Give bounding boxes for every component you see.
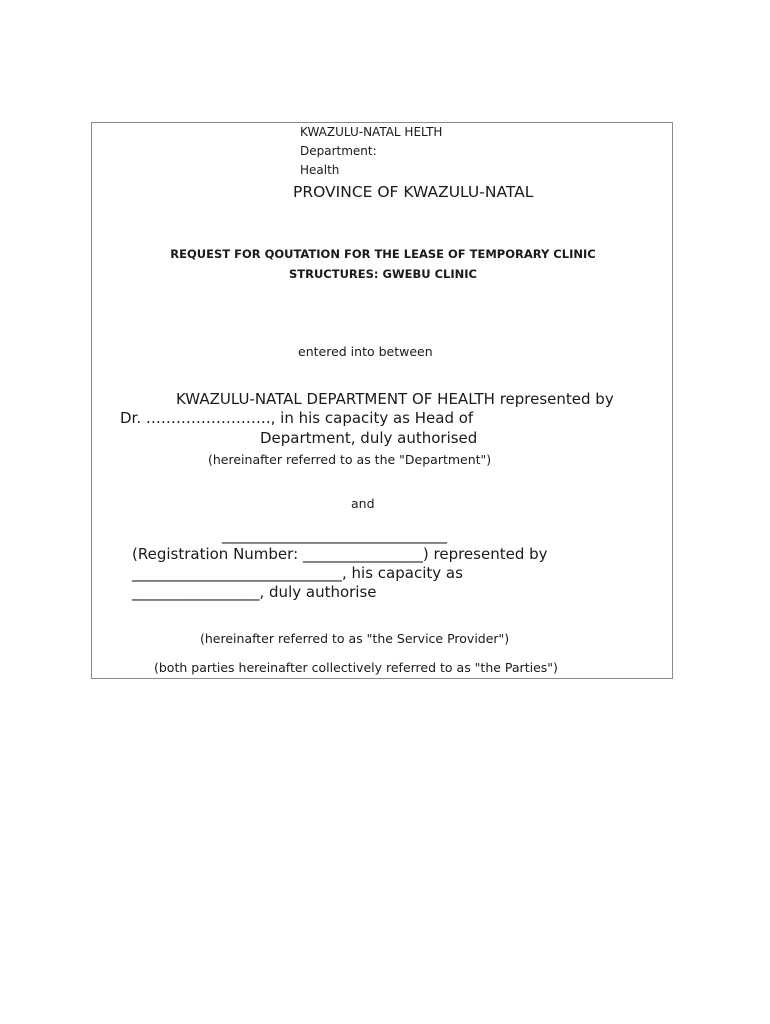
header-department-line: Department: bbox=[300, 144, 377, 158]
and-separator: and bbox=[351, 496, 375, 511]
entered-into-between: entered into between bbox=[298, 344, 433, 359]
party1-reference: (hereinafter referred to as the "Department") bbox=[208, 452, 492, 467]
party2-name-blank: ______________________________ bbox=[222, 526, 447, 544]
party2-authorise-line: _________________, duly authorise bbox=[132, 583, 377, 601]
title-line-2: STRUCTURES: GWEBU CLINIC bbox=[288, 267, 477, 281]
party2-capacity-line: ____________________________, his capacity as bbox=[132, 564, 463, 582]
title-line-1: REQUEST FOR QOUTATION FOR THE LEASE OF TEMPORARY CLINIC bbox=[170, 247, 596, 261]
parties-collective-reference: (both parties hereinafter collectively referred to as "the Parties") bbox=[154, 660, 558, 675]
party1-line-2: Dr. ……………………., in his capacity as Head of bbox=[120, 409, 474, 427]
party2-reference: (hereinafter referred to as "the Service Provider") bbox=[200, 631, 510, 646]
party2-registration-line: (Registration Number: ________________) represented by bbox=[132, 545, 548, 563]
party1-line-1: KWAZULU-NATAL DEPARTMENT OF HEALTH represented by bbox=[176, 390, 614, 408]
document-frame bbox=[91, 122, 673, 679]
province-heading: PROVINCE OF KWAZULU-NATAL bbox=[293, 183, 534, 201]
header-health-line: Health bbox=[300, 163, 340, 177]
party1-line-3: Department, duly authorised bbox=[260, 429, 478, 447]
header-org-line: KWAZULU-NATAL HELTH bbox=[300, 125, 443, 139]
